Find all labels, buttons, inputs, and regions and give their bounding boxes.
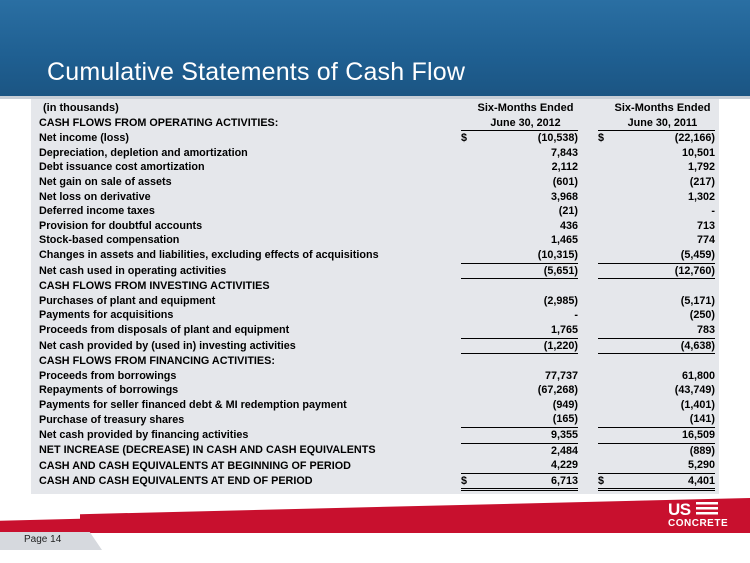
currency-sign: $ <box>461 132 468 145</box>
value-2011: (1,401) <box>680 398 715 411</box>
table-row <box>39 294 715 309</box>
value-2011: 61,800 <box>681 369 715 382</box>
value-2012: (10,315) <box>537 248 578 261</box>
row-label: Net loss on derivative <box>39 190 151 203</box>
value-2011: 4,401 <box>657 473 716 490</box>
column-gap <box>578 131 598 146</box>
value-2012: 2,112 <box>551 161 578 174</box>
currency-sign <box>598 190 657 205</box>
value-2011: (5,459) <box>680 248 715 261</box>
row-label: Repayments of borrowings <box>39 384 179 397</box>
row-label: Purchases of plant and equipment <box>39 294 216 307</box>
table-row <box>39 160 715 175</box>
table-row <box>39 175 715 190</box>
column-gap <box>578 204 598 219</box>
value-2011: 16,509 <box>657 428 716 444</box>
footer-red-band <box>80 498 750 534</box>
value-2011: 5,290 <box>687 459 715 472</box>
currency-sign <box>598 369 657 384</box>
row-label: Net cash used in operating activities <box>39 264 227 277</box>
row-label: Net cash provided by (used in) investing activities <box>39 339 296 352</box>
page-title: Cumulative Statements of Cash Flow <box>47 58 466 86</box>
value-2011: (250) <box>689 309 715 322</box>
table-row <box>39 204 715 219</box>
currency-sign <box>461 308 520 323</box>
row-label: Deferred income taxes <box>39 205 155 218</box>
value-2011: (889) <box>657 443 716 458</box>
value-2012: - <box>574 309 578 322</box>
currency-sign <box>598 175 657 190</box>
table-row <box>39 323 715 338</box>
currency-sign <box>461 428 520 444</box>
table-row <box>39 116 715 131</box>
row-label: Payments for acquisitions <box>39 309 174 322</box>
table-row <box>39 383 715 398</box>
table-row <box>39 398 715 413</box>
column-gap <box>578 263 598 279</box>
column-gap <box>578 458 598 473</box>
currency-sign <box>461 175 520 190</box>
value-2012: (10,538) <box>537 132 578 145</box>
row-label: Debt issuance cost amortization <box>39 161 205 174</box>
currency-sign <box>461 233 520 248</box>
value-2011 <box>657 354 716 369</box>
column-gap <box>578 160 598 175</box>
value-2011: - <box>711 205 715 218</box>
value-2011: 1,792 <box>687 161 715 174</box>
value-2012: (2,985) <box>543 294 578 307</box>
column-gap <box>578 146 598 161</box>
currency-sign <box>461 263 520 279</box>
currency-sign <box>598 308 657 323</box>
currency-sign <box>461 443 520 458</box>
table-row <box>39 443 715 458</box>
row-label: Stock-based compensation <box>39 234 180 247</box>
currency-sign <box>598 354 657 369</box>
column-gap <box>578 219 598 234</box>
value-2012: 6,713 <box>520 473 579 490</box>
column-gap <box>578 398 598 413</box>
col1-heading: Six-Months Ended <box>477 102 574 114</box>
column-gap <box>578 233 598 248</box>
currency-sign <box>461 294 520 309</box>
value-2012: 4,229 <box>550 459 578 472</box>
value-2012: 77,737 <box>544 369 578 382</box>
value-2011 <box>657 279 716 294</box>
value-2012: (67,268) <box>537 384 578 397</box>
column-gap <box>578 443 598 458</box>
row-label: Payments for seller financed debt & MI redemption payment <box>39 398 347 411</box>
value-2012: 3,968 <box>550 190 578 203</box>
value-2012: (1,220) <box>520 338 579 354</box>
value-2011: 713 <box>696 219 715 232</box>
row-label: CASH FLOWS FROM FINANCING ACTIVITIES: <box>39 354 275 367</box>
column-gap <box>578 338 598 354</box>
currency-sign <box>461 204 520 219</box>
value-2011: (43,749) <box>674 384 715 397</box>
row-label: Net gain on sale of assets <box>39 175 172 188</box>
column-gap <box>578 473 598 490</box>
column-gap <box>578 383 598 398</box>
table-row <box>39 428 715 444</box>
currency-sign <box>598 398 657 413</box>
column-gap <box>578 279 598 294</box>
table-row <box>39 412 715 427</box>
slide-header <box>0 0 750 99</box>
currency-sign <box>598 279 657 294</box>
currency-sign <box>598 383 657 398</box>
currency-sign <box>598 233 657 248</box>
currency-sign <box>461 354 520 369</box>
value-2012: 436 <box>559 219 578 232</box>
row-label: CASH AND CASH EQUIVALENTS AT BEGINNING OF PERIOD <box>39 459 351 472</box>
currency-sign <box>598 458 657 473</box>
table-row <box>39 354 715 369</box>
column-gap <box>578 369 598 384</box>
currency-sign <box>598 428 657 444</box>
table-row <box>39 458 715 473</box>
value-2012: 1,465 <box>550 234 578 247</box>
currency-sign: $ <box>461 473 520 490</box>
column-gap <box>578 175 598 190</box>
currency-sign <box>598 204 657 219</box>
currency-sign <box>598 294 657 309</box>
currency-sign <box>461 323 520 338</box>
logo-us-text: US <box>668 500 691 519</box>
column-gap <box>578 428 598 444</box>
column-gap <box>578 190 598 205</box>
table-row <box>39 263 715 279</box>
col2-heading: Six-Months Ended <box>614 102 711 114</box>
currency-sign <box>461 160 520 175</box>
row-label: Net income (loss) <box>39 131 129 144</box>
units-label: (in thousands) <box>43 102 119 114</box>
currency-sign <box>461 369 520 384</box>
footer-red-stripe <box>0 518 110 532</box>
column-gap <box>578 308 598 323</box>
value-2011: 1,302 <box>687 190 715 203</box>
row-label: NET INCREASE (DECREASE) IN CASH AND CASH EQUIVALENTS <box>39 444 376 457</box>
currency-sign <box>598 219 657 234</box>
row-label: Provision for doubtful accounts <box>39 219 203 232</box>
row-label: CASH FLOWS FROM OPERATING ACTIVITIES: <box>39 116 279 129</box>
table-row <box>39 369 715 384</box>
currency-sign: $ <box>598 132 605 145</box>
currency-sign <box>598 323 657 338</box>
page-number: Page 14 <box>24 534 62 545</box>
currency-sign <box>598 263 657 279</box>
table-row <box>39 190 715 205</box>
value-2012 <box>520 279 579 294</box>
value-2011: (22,166) <box>674 132 715 145</box>
column-gap <box>578 323 598 338</box>
value-2011: (141) <box>689 413 715 426</box>
currency-sign: $ <box>598 473 657 490</box>
column-gap <box>578 412 598 427</box>
value-2012: 2,484 <box>520 443 579 458</box>
footer-bar <box>0 533 750 563</box>
table-row <box>39 131 715 146</box>
currency-sign <box>461 338 520 354</box>
table-row <box>39 219 715 234</box>
currency-sign <box>598 338 657 354</box>
currency-sign <box>598 443 657 458</box>
us-concrete-logo <box>668 500 728 532</box>
value-2012: 7,843 <box>550 146 578 159</box>
table-row <box>39 146 715 161</box>
value-2012: 9,355 <box>520 428 579 444</box>
row-label: Purchase of treasury shares <box>39 413 185 426</box>
currency-sign <box>461 412 520 427</box>
table-row <box>39 473 715 490</box>
row-label: Changes in assets and liabilities, excluding effects of acquisitions <box>39 249 379 262</box>
currency-sign <box>461 146 520 161</box>
table-row <box>39 233 715 248</box>
cash-flow-table <box>39 101 715 491</box>
logo-concrete-text: CONCRETE <box>668 518 729 529</box>
value-2011: (217) <box>689 175 715 188</box>
col2-subheading: June 30, 2011 <box>598 116 715 131</box>
value-2012: (5,651) <box>520 263 579 279</box>
value-2012: 1,765 <box>550 323 578 336</box>
table-row <box>39 279 715 294</box>
currency-sign <box>598 412 657 427</box>
currency-sign <box>461 219 520 234</box>
value-2012: (601) <box>552 175 578 188</box>
column-gap <box>578 248 598 263</box>
row-label: Proceeds from borrowings <box>39 369 177 382</box>
flag-stripes-icon <box>696 502 718 516</box>
value-2011: (12,760) <box>657 263 716 279</box>
row-label: Net cash provided by financing activities <box>39 429 249 442</box>
row-label: CASH AND CASH EQUIVALENTS AT END OF PERIOD <box>39 475 313 488</box>
value-2011: (5,171) <box>680 294 715 307</box>
row-label: CASH FLOWS FROM INVESTING ACTIVITIES <box>39 279 270 292</box>
value-2012: (949) <box>552 398 578 411</box>
value-2012 <box>520 354 579 369</box>
currency-sign <box>461 458 520 473</box>
column-gap <box>578 116 598 131</box>
value-2011: 774 <box>696 234 715 247</box>
column-gap <box>578 354 598 369</box>
currency-sign <box>461 248 520 263</box>
table-row <box>39 248 715 263</box>
currency-sign <box>461 383 520 398</box>
col1-subheading: June 30, 2012 <box>461 116 578 131</box>
row-label: Depreciation, depletion and amortization <box>39 146 248 159</box>
column-gap <box>578 294 598 309</box>
currency-sign <box>461 279 520 294</box>
currency-sign <box>461 190 520 205</box>
value-2011: 783 <box>696 323 715 336</box>
value-2012: (165) <box>552 413 578 426</box>
table-row <box>39 308 715 323</box>
currency-sign <box>598 248 657 263</box>
currency-sign <box>598 160 657 175</box>
value-2011: 10,501 <box>681 146 715 159</box>
header-row-1 <box>39 101 715 116</box>
table-row <box>39 338 715 354</box>
value-2011: (4,638) <box>657 338 716 354</box>
currency-sign <box>461 398 520 413</box>
row-label: Proceeds from disposals of plant and equipment <box>39 324 290 337</box>
value-2012: (21) <box>558 205 578 218</box>
currency-sign <box>598 146 657 161</box>
